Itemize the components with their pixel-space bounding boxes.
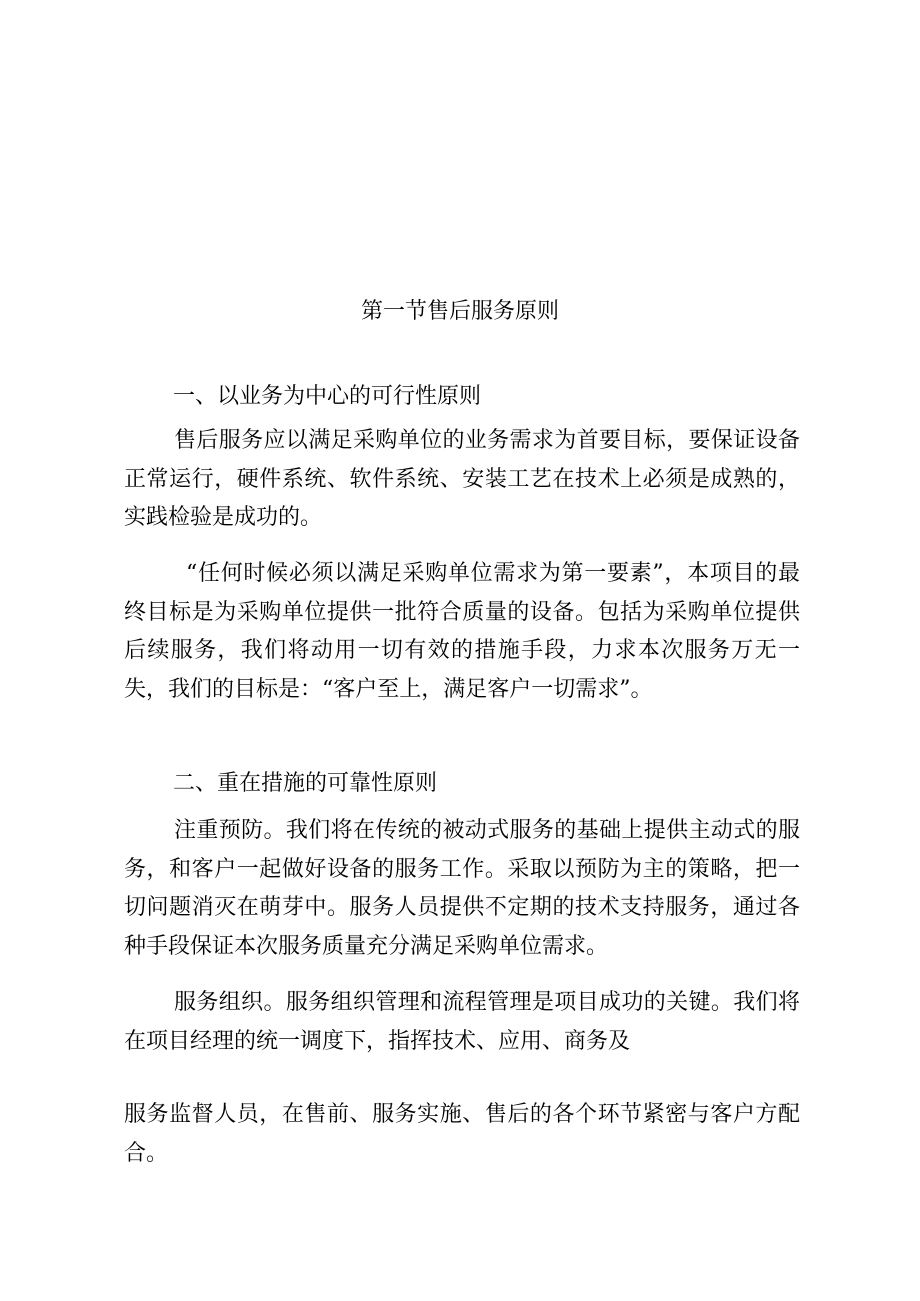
page-title: 第一节售后服务原则 bbox=[360, 299, 559, 324]
section-1-paragraph-1: 售后服务应以满足采购单位的业务需求为首要目标，要保证设备正常运行，硬件系统、软件系统、安装工艺在技术上必须是成熟的，实践检验是成功的。 bbox=[124, 428, 800, 530]
section-2-paragraph-3: 服务监督人员，在售前、服务实施、售后的各个环节紧密与客户方配合。 bbox=[124, 1102, 800, 1166]
section-1-paragraph-2: “任何时候必须以满足采购单位需求为第一要素”，本项目的最终目标是为采购单位提供一批符合质量的设备。包括为采购单位提供后续服务，我们将动用一切有效的措施手段，力求本次服务万无一失，我们的目标是：“客户至上，满足客户一切需求”。 bbox=[124, 561, 800, 702]
section-2-paragraph-1: 注重预防。我们将在传统的被动式服务的基础上提供主动式的服务，和客户一起做好设备的服务工作。采取以预防为主的策略，把一切问题消灭在萌芽中。服务人员提供不定期的技术支持服务，通过各种手段保证本次服务质量充分满足采购单位需求。 bbox=[124, 818, 800, 959]
section-1-heading: 一、以业务为中心的可行性原则 bbox=[173, 384, 482, 409]
section-2-heading: 二、重在措施的可靠性原则 bbox=[173, 771, 438, 796]
section-2-paragraph-2: 服务组织。服务组织管理和流程管理是项目成功的关键。我们将在项目经理的统一调度下，指挥技术、应用、商务及 bbox=[124, 990, 800, 1054]
